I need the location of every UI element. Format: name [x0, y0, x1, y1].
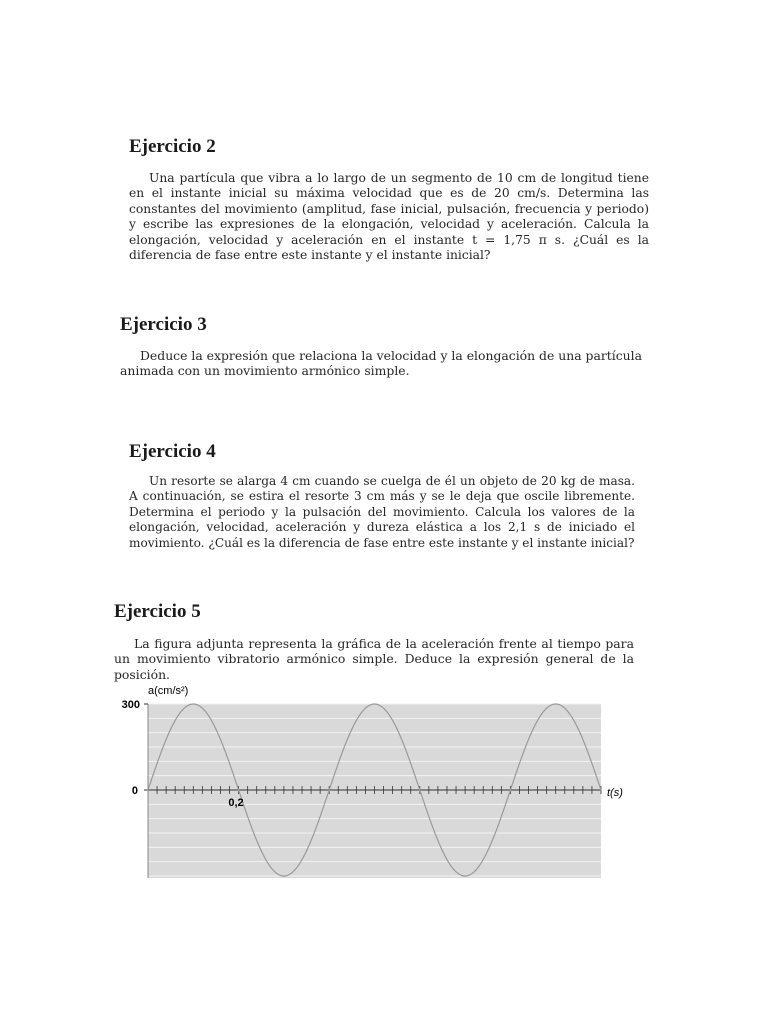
chart-y-tick-label: 300	[121, 699, 140, 711]
exercise-3-title: Ejercicio 3	[120, 314, 207, 335]
exercise-4-title: Ejercicio 4	[129, 441, 216, 462]
chart-data-point	[600, 789, 601, 790]
chart-data-point	[283, 875, 284, 876]
chart-data-point	[170, 729, 171, 730]
chart-x-tick-label: 0,2	[228, 797, 244, 809]
chart-data-point	[465, 875, 466, 876]
chart-y-axis-label: a(cm/s²)	[148, 685, 189, 697]
exercise-2-text: Una partícula que vibra a lo largo de un segmento de 10 cm de longitud tiene en el instante inicial su máxima velocidad que es de 20 cm/s. Determina las constantes del movimiento (amplitud, fase inicial, pulsación, frecuencia y periodo) y escribe las expresiones de la elongación, velocidad y aceleración. Calcula la elongación, velocidad y aceleración en el instante t = 1,75 π s. ¿Cuál es la diferencia de fase entre este instante y el instante inicial?	[129, 171, 649, 263]
chart-data-point	[532, 729, 533, 730]
exercise-3-text: Deduce la expresión que relaciona la velocidad y la elongación de una partícula animada con un movimiento armónico simple.	[120, 348, 642, 379]
chart-data-point	[374, 703, 375, 704]
exercise-5-text: La figura adjunta representa la gráfica de la aceleración frente al tiempo para un movimiento vibratorio armónico simple. Deduce la expresión general de la posición.	[114, 636, 634, 682]
chart-y-tick-label: 0	[131, 785, 138, 797]
chart-data-point	[442, 850, 443, 851]
chart-x-axis-label: t(s)	[607, 787, 623, 799]
chart-data-point	[487, 850, 488, 851]
chart-data-point	[351, 729, 352, 730]
chart-data-point	[215, 729, 216, 730]
chart-data-point	[397, 729, 398, 730]
chart-data-point	[306, 850, 307, 851]
chart-data-point	[147, 789, 148, 790]
acceleration-time-chart	[110, 680, 623, 880]
chart-data-point	[510, 789, 511, 790]
exercise-5-title: Ejercicio 5	[114, 601, 201, 622]
chart-data-point	[578, 729, 579, 730]
chart-data-point	[329, 789, 330, 790]
chart-data-point	[261, 850, 262, 851]
chart-data-point	[419, 789, 420, 790]
exercise-2-title: Ejercicio 2	[129, 136, 216, 157]
chart-data-point	[555, 703, 556, 704]
chart-data-point	[238, 789, 239, 790]
chart-data-point	[193, 703, 194, 704]
exercise-4-text: Un resorte se alarga 4 cm cuando se cuelga de él un objeto de 20 kg de masa. A continuación, se estira el resorte 3 cm más y se le deja que oscile libremente. Determina el periodo y la pulsación del movimiento. Calcula los valores de la elongación, velocidad, aceleración y dureza elástica a los 2,1 s de iniciado el movimiento. ¿Cuál es la diferencia de fase entre este instante y el instante inicial?	[129, 474, 635, 550]
